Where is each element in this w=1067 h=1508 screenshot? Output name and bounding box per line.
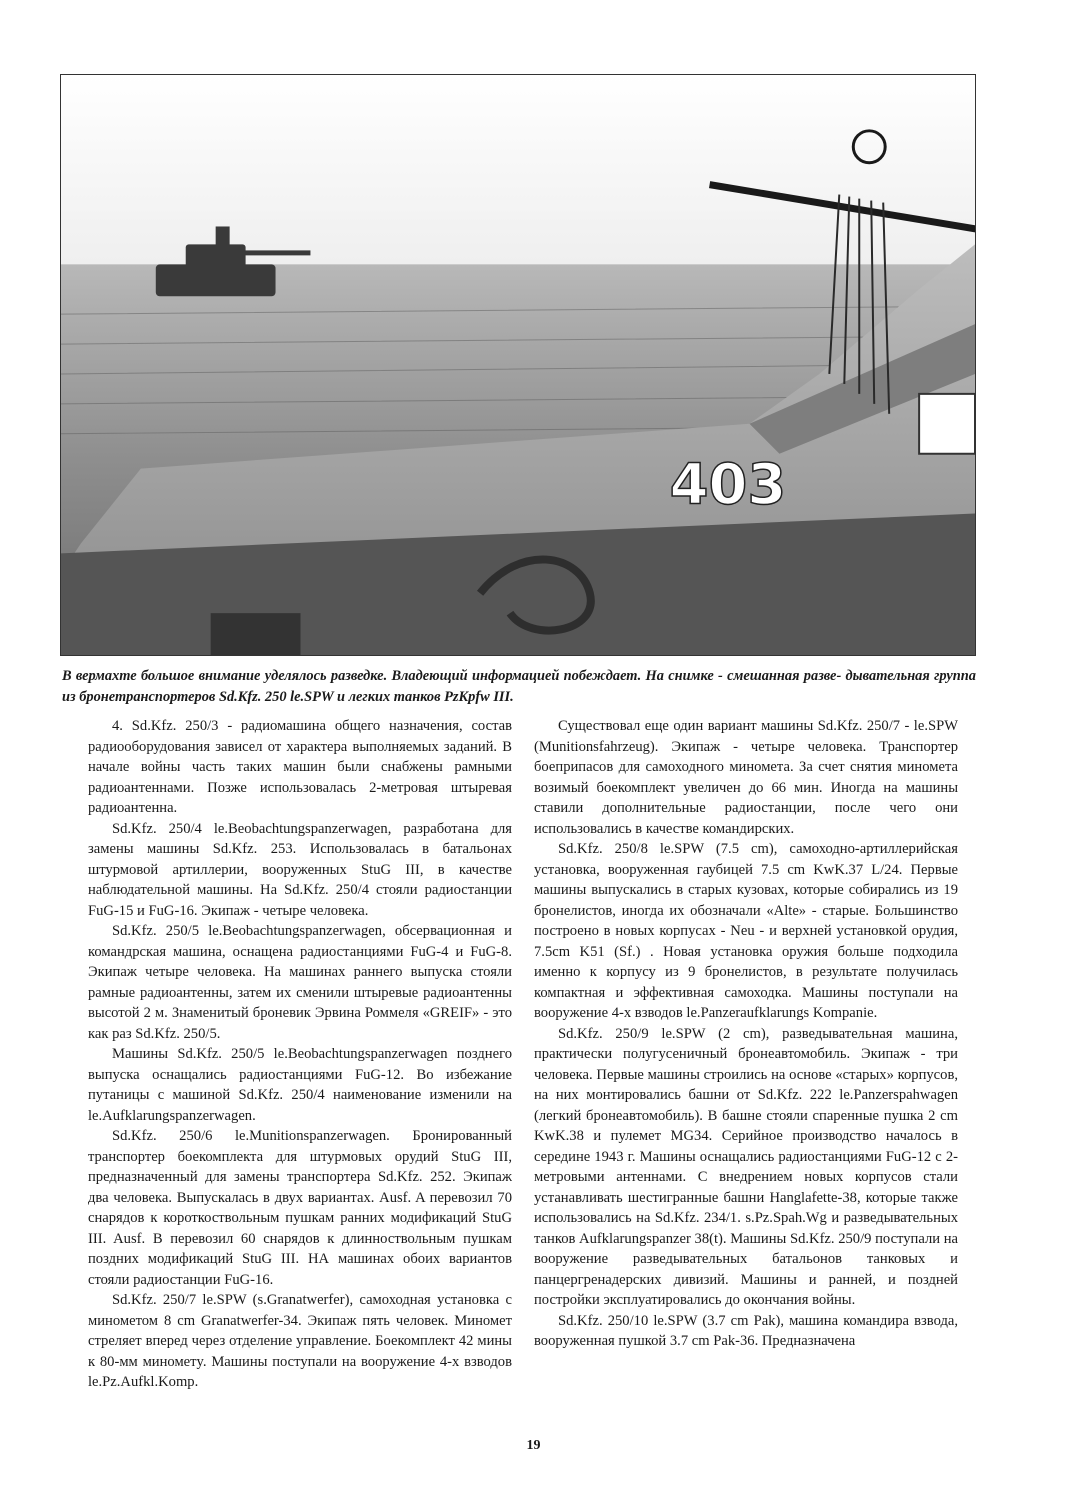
paragraph: Sd.Kfz. 250/4 le.Beobachtungspanzerwagen, разработана для замены машины Sd.Kfz. 253. Использовалась в батальонах штурмовой артиллерии, вооруженных StuG III, в качестве наблюдательной машины. На Sd.Kfz. 250/4 стояли радиостанции FuG-15 и FuG-16. Экипаж - четыре человека.	[88, 820, 512, 919]
photo-illustration	[61, 75, 975, 655]
right-column	[534, 716, 958, 1352]
balkenkreuz	[919, 394, 975, 454]
figure-caption	[62, 666, 976, 708]
halftrack-photo	[60, 74, 976, 656]
paragraph: Sd.Kfz. 250/7 le.SPW (s.Granatwerfer), самоходная установка с минометом 8 cm Granatwerfer-34. Экипаж пять человек. Миномет стреляет вперед через отделение управление. Боекомплект 42 мины к 80-мм минометy. Машины поступали на вооружение 4-х взводов le.Pz.Aufkl.Komp.	[88, 1292, 512, 1390]
front-grille	[211, 613, 301, 655]
caption-line-1: В вермахте большое внимание уделялось разведке. Владеющий информацией побеждает. На снимке - смешанная разве-	[62, 668, 842, 684]
left-column	[88, 716, 512, 1393]
paragraph: 4. Sd.Kfz. 250/3 - радиомашина общего назначения, состав радиооборудования зависел от характера выполняемых заданий. В начале войны часть таких машин были снабжены рамными радиоантеннами. Позже использовалась 2-метровая штыревая радиоантенна.	[88, 718, 512, 816]
hull-number	[670, 453, 787, 518]
paragraph: Sd.Kfz. 250/6 le.Munitionspanzerwagen. Бронированный транспортер боекомплекта для штурмовых орудий StuG III, предназначенный для замены транспортера Sd.Kfz. 252. Экипаж два человека. Выпускалась в двух вариантах. Ausf. A перевозил 70 снарядов к короткоствольным пушкам ранних модификаций StuG III. Ausf. B перевозил 60 снарядов к длинноствольным пушкам поздних модификаций StuG III. НА машинах обоих вариантов стояли радиостанции FuG-16.	[88, 1128, 512, 1288]
paragraph: Sd.Kfz. 250/5 le.Beobachtungspanzerwagen, обсервационная и командрская машина, оснащена радиостанциями FuG-4 и FuG-8. Экипаж четыре человека. На машинах раннего выпуска стояли рамные радиоантенны, затем их сменили штыревые радиоантенны высотой 2 м. Знаменитый броневик Эрвина Роммеля «GREIF» - это как раз Sd.Kfz. 250/5.	[88, 923, 512, 1042]
paragraph: Sd.Kfz. 250/8 le.SPW (7.5 cm), самоходно-артиллерийская установка, вооруженная гаубицей 7.5 cm KwK.37 L/24. Первые машины выпускались в старых кузовах, которые собирались из 19 бронелистов, иногда их обозначали «Alte» - старые. Большинство построено в новых корпусах - Neu - и верхней установкой орудия, 7.5cm K51 (Sf.) . Новая установка оружия больше подходила именно к корпусу из 9 бронелистов, в результате получилась компактная и эффективная самоходка. Машины поступали на вооружение 4-х взводов le.Panzeraufklarungs Kompanie.	[534, 841, 958, 1021]
paragraph: Sd.Kfz. 250/10 le.SPW (3.7 cm Pak), машина командира взвода, вооруженная пушкой 3.7 cm Pak-36. Предназначена	[534, 1312, 958, 1349]
hull-number-text: 403	[669, 452, 787, 518]
caption-line-2: дывательная группа из бронетранспортеров Sd.Kfz. 250 le.SPW и легких танков PzKpfw III.	[62, 668, 976, 705]
page-number: 19	[526, 1438, 541, 1453]
paragraph: Машины Sd.Kfz. 250/5 le.Beobachtungspanzerwagen позднего выпуска оснащались радиостанциями FuG-12. Во избежание путаницы с машиной Sd.Kfz. 250/4 наименование изменили на le.Aufklarungspanzerwagen.	[88, 1046, 512, 1124]
paragraph: Sd.Kfz. 250/9 le.SPW (2 cm), разведывательная машина, практически полугусеничный бронеавтомобиль. Экипаж - три человека. Первые машины строились на основе «старых» корпусов, на них монтировались башни от Sd.Kfz. 222 le.Panzerspahwagen (легкий бронеавтомобиль). В башне стояли спаренные пушка 2 cm KwK.38 и пулемет MG34. Серийное производство началось в середине 1943 г. Машины оснащались радиостанциями FuG-12 с 2-метровыми антеннами. С внедрением новых корпусов стали устанавливать шестигранные башни Hanglafette-38, которые также использовались на Sd.Kfz. 234/1. s.Pz.Spah.Wg и разведывательных танков Aufklarungspanzer 38(t). Машины Sd.Kfz. 250/9 поступали на вооружение разведывательных батальонов танковых и панцергренадерских дивизий. Машины и ранней, и поздней постройки эксплуатировались до окончания войны.	[534, 1025, 958, 1308]
paragraph: Существовал еще один вариант машины Sd.Kfz. 250/7 - le.SPW (Munitionsfahrzeug). Экипаж - четыре человека. Транспортер боеприпасов для самоходного миномета. За счет снятия миномета возимый боекомплект увеличен до 66 мин. Иногда на машины ставили дополнительные радиостанции, после чего они использовались в качестве командирских.	[534, 718, 958, 837]
